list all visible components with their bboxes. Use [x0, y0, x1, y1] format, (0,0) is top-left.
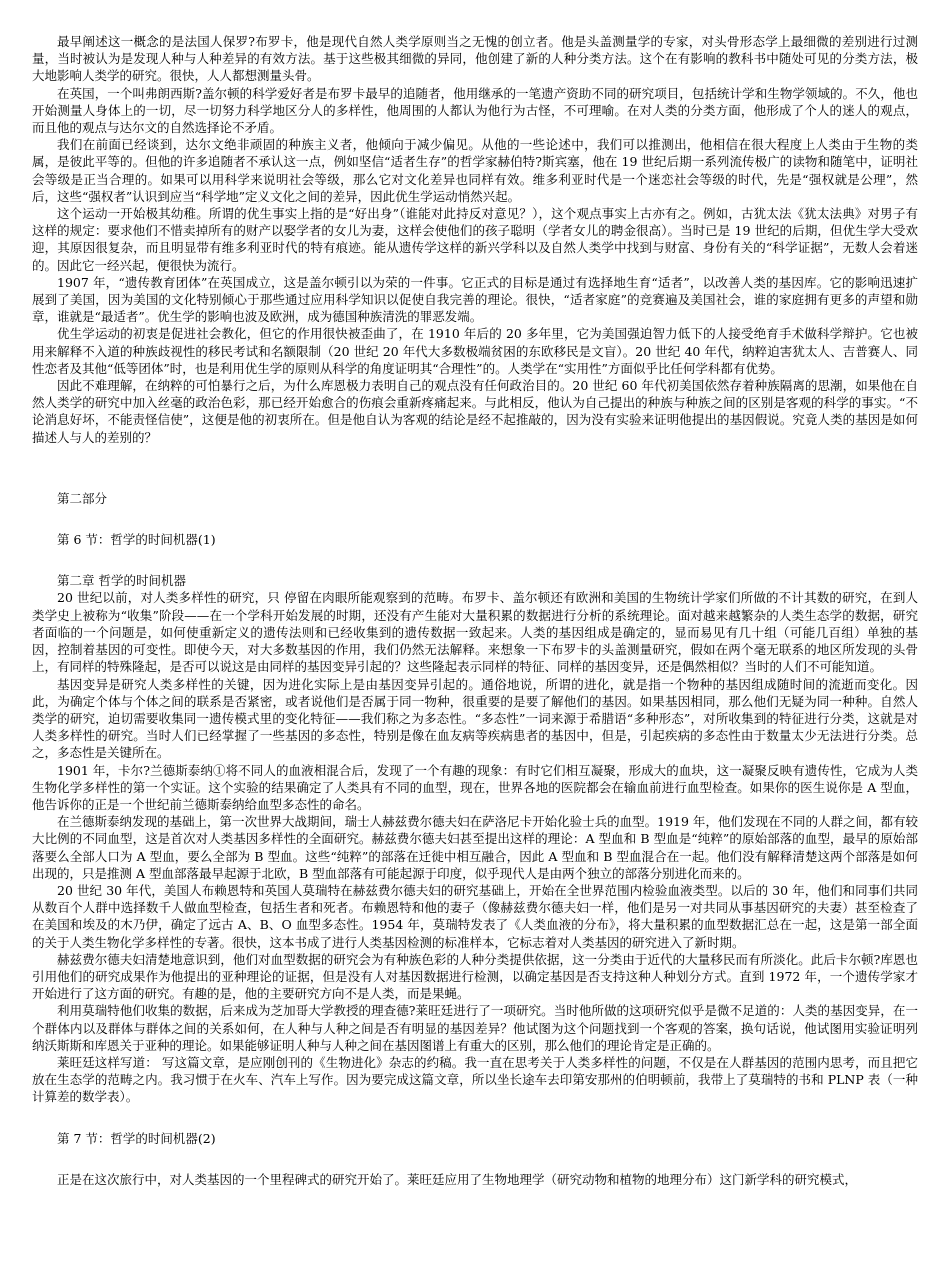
paragraph: 正是在这次旅行中，对人类基因的一个里程碑式的研究开始了。莱旺廷应用了生物地理学（研究动物和植物的地理分布）这门新学科的研究模式， [57, 1171, 858, 1187]
paragraph: 赫兹费尔德夫妇清楚地意识到，他们对血型数据的研究会为有种族色彩的人种分类提供依据，这一分类由于近代的大量移民而有所淡化。此后卡尔顿?库恩也引用他们的研究成果作为他提出的亚种理论的证据，但是没有人对基因数据进行检测，以确定基因是否支持这种人种划分方式。直到 1972 年，一个遗传学家才开始进行了这方面的研究。有趣的是，他的主要研究方向不是人类，而是果蝇。 [32, 951, 918, 1002]
section-heading: 第 7 节：哲学的时间机器(2) [57, 1130, 216, 1146]
paragraph: 这个运动一开始极其幼稚。所谓的优生事实上指的是“好出身”（谁能对此持反对意见？），这个观点事实上古亦有之。例如，古犹太法《犹太法典》对男子有这样的规定：要求他们不惜卖掉所有的财产以娶学者的女儿为妻，这样会使他们的孩子聪明（学者女儿的聘金很高）。当时已是 19 世纪的后期，但优生学大受欢迎，其原因很复杂，而且明显带有维多利亚时代的特有痕迹。能从遗传学这样的新兴学科以及自然人类学中找到与财富、身份有关的“科学证据”，无数人会着迷的。因此它一经兴起，便很快为流行。 [32, 206, 918, 273]
paragraph: 1901 年，卡尔?兰德斯泰纳①将不同人的血液相混合后，发现了一个有趣的现象：有时它们相互凝聚，形成大的血块，这一凝聚反映有遗传性，它成为人类生物化学多样性的第一个实证。这个实验的结果确定了人类具有不同的血型，现在，世界各地的医院都会在输血前进行血型检查。如果你的医生说你是 A 型血，他告诉你的正是一个世纪前兰德斯泰纳给血型多态性的命名。 [32, 762, 918, 812]
paragraph: 在兰德斯泰纳发现的基础上，第一次世界大战期间，瑞士人赫兹费尔德夫妇在萨洛尼卡开始化验士兵的血型。1919 年，他们发现在不同的人群之间，都有较大比例的不同血型，这是首次对人类基因多样性的全面研究。赫兹费尔德夫妇甚至提出这样的理论：A 型血和 B 型血是“纯粹”的原始部落的血型，最早的原始部落要么全部人口为 A 型血，要么全部为 B 型血。这些“纯粹”的部落在迁徙中相互融合，因此 A 型血和 B 型血混合在一起。他们没有解释清楚这两个部落是如何出现的，只是推测 A 型血部落最早起源于北欧，B 型血部落有可能起源于印度，似乎现代人是由两个独立的部落分别进化而来的。 [32, 814, 918, 881]
paragraph: 20 世纪 30 年代，美国人布赖恩特和英国人莫瑞特在赫兹费尔德夫妇的研究基础上，开始在全世界范围内检验血液类型。以后的 30 年，他们和同事们共同从数百个人群中选择数千人做血型检查，包括生者和死者。布赖恩特和他的妻子（像赫兹费尔德夫妇一样，他们是另一对共同从事基因研究的夫妻）甚至检查了在美国和埃及的木乃伊，确定了远古 A、B、O 血型多态性。1954 年，莫瑞特发表了《人类血液的分布》，将大量积累的血型数据汇总在一起，这是第一部全面的关于人类生物化学多样性的专著。很快，这本书成了进行人类基因检测的标准样本，它标志着对人类基因的研究进入了新时期。 [32, 882, 918, 950]
section-heading: 第 6 节：哲学的时间机器(1) [57, 532, 216, 548]
paragraph: 优生学运动的初衷是促进社会教化，但它的作用很快被歪曲了，在 1910 年后的 20 多年里，它为美国强迫智力低下的人接受绝育手术做科学辩护。它也被用来解释不入道的种族歧视性的移民考试和名额限制（20 世纪 20 年代大多数极端贫困的东欧移民是文盲）。20 世纪 40 年代，纳粹迫害犹太人、吉普赛人、同性恋者及其他“低等团体”时，也是利用优生学的原则从科学的角度证明其“合理性”的。人类学在“实用性”方面似乎比任何学科都有优势。 [32, 326, 918, 376]
paragraph: 1907 年，“遗传教育团体”在英国成立，这是盖尔顿引以为荣的一件事。它正式的目标是通过有选择地生育“适者”，以改善人类的基因库。它的影响迅速扩展到了美国，因为美国的文化特别倾心于那些通过应用科学知识以促使自我完善的理论。很快，“适者家庭”的竞赛遍及美国社会，谁的家庭拥有更多的声望和勋章，谁就是“最适者”。优生学的影响也波及欧洲，成为德国种族清洗的罪恶发端。 [32, 274, 918, 325]
section-7 [32, 1171, 918, 1188]
document-page [32, 33, 918, 1188]
paragraph: 最早阐述这一概念的是法国人保罗?布罗卡，他是现代自然人类学原则当之无愧的创立者。他是头盖测量学的专家，对头骨形态学上最细微的差别进行过测量，当时被认为是发现人种与人种差异的有效方法。基于这些极其细微的异同，他创建了新的人种分类方法。这个在有影响的教科书中随处可见的分类方法，极大地影响人类学的研究。很快，人人都想测量头骨。 [32, 34, 918, 84]
paragraph: 莱旺廷这样写道： 写这篇文章，是应刚创刊的《生物进化》杂志的约稿。我一直在思考关于人类多样性的问题，不仅是在人群基因的范围内思考，而且把它放在生态学的范畴之内。我习惯于在火车、汽车上写作。因为要完成这篇文章，所以坐长途车去印第安那州的伯明顿前，我带上了莫瑞特的书和 PLNP 表（一种计算差的数学表）。 [32, 1054, 918, 1105]
chapter-heading: 第二章 哲学的时间机器 [57, 573, 186, 589]
paragraph: 基因变异是研究人类多样性的关键，因为进化实际上是由基因变异引起的。通俗地说，所谓的进化，就是指一个物种的基因组成随时间的流逝而变化。因此，为确定个体与个体之间的联系是否紧密，或者说他们是否属于同一物种，很重要的是要了解他们的基因。如果基因相同，那么他们无疑为同一种种。自然人类学的研究，迫切需要收集同一遗传模式里的变化特征——我们称之为多态性。“多态性”一词来源于希腊语“多种形态”，对所收集到的特征进行分类，这就是对人类多样性的研究。当时人们已经掌握了一些基因的多态性，特别是像在血友病等疾病患者的基因中，但是，引起疾病的多态性由于数量太少无法进行分类。总之，多态性是关键所在。 [32, 676, 918, 761]
section-6 [32, 589, 918, 1105]
paragraph: 利用莫瑞特他们收集的数据，后来成为芝加哥大学教授的理查德?莱旺廷进行了一项研究。当时他所做的这项研究似乎是微不足道的：人类的基因变异，在一个群体内以及群体与群体之间的关系如何，在人种与人种之间是否有明显的基因差异？他试图为这个问题找到一个客观的答案，换句话说，他试图用实验证明列纳沃斯斯和库恩关于亚种的理论。如果能够证明人种与人种之间在基因图谱上有重大的区别，那么他们的理论肯定是正确的。 [32, 1003, 918, 1053]
paragraph: 我们在前面已经谈到，达尔文绝非顽固的种族主义者，他倾向于减少偏见。从他的一些论述中，我们可以推测出，他相信在很大程度上人类由于生物的类属，是彼此平等的。但他的许多追随者不承认这一点，例如坚信“适者生存”的哲学家赫伯特?斯宾塞，他在 19 世纪后期一系列流传极广的读物和随笔中，证明社会等级是正当合理的。如果可以用科学来说明社会等级，那么它对文化差异也同样有效。维多利亚时代是一个迷恋社会等级的时代，先是“强权就是公理”，然后，这些“强权者”认识到应当“科学地”定义文化之间的差异，因此优生学运动悄然兴起。 [32, 137, 918, 204]
section-1 [32, 33, 918, 446]
paragraph: 20 世纪以前，对人类多样性的研究，只 停留在肉眼所能观察到的范畴。布罗卡、盖尔顿还有欧洲和美国的生物统计学家们所做的不计其数的研究，在到人类学史上被称为“收集”阶段——在一个学科开始发展的时期，还没有产生能对大量积累的数据进行分析的系统理论。面对越来越繁杂的人类生态学的数据，研究者面临的一个问题是，如何使重新定义的遗传法则和已经收集到的遗传数据一致起来。人类的基因组成是确定的，显而易见有几十组（可能几百组）单独的基因，控制着基因的可变性。即使今天，对大多数基因的作用，我们仍然无法解释。来想象一下布罗卡的头盖测量研究，假如在两个毫无联系的地区所发现的头骨上，有同样的特殊隆起，是否可以说这是由同样的基因变异引起的？这些隆起表示同样的特征、同样的基因变异，还是偶然相似？当时的人们不可能知道。 [32, 590, 918, 675]
paragraph: 在英国，一个叫弗朗西斯?盖尔顿的科学爱好者是布罗卡最早的追随者，他用继承的一笔遗产资助不同的研究项目，包括统计学和生物学领域的。不久，他也开始测量人身体上的一切，尽一切努力科学地区分人的多样性，他周围的人都认为他行为古怪，不可理喻。在对人类的分类方面，他形成了个人的迷人的观点，而且他的观点与达尔文的自然选择论不矛盾。 [32, 85, 918, 136]
paragraph: 因此不难理解，在纳粹的可怕暴行之后，为什么库恩极力表明自己的观点没有任何政治目的。20 世纪 60 年代初美国依然存着种族隔离的思潮，如果他在自然人类学的研究中加入丝毫的政治色彩，那已经开始愈合的伤痕会重新疼痛起来。与此相反，他认为自己提出的种族与种族之间的区别是客观的科学的事实。“不论消息好坏，不能责怪信使”，这便是他的初衷所在。但是他自认为客观的结论是经不起推敲的，因为没有实验来证明他提出的基因假说。究竟人类的基因是如何描述人与人的差别的？ [32, 378, 918, 445]
part-heading: 第二部分 [57, 490, 108, 506]
